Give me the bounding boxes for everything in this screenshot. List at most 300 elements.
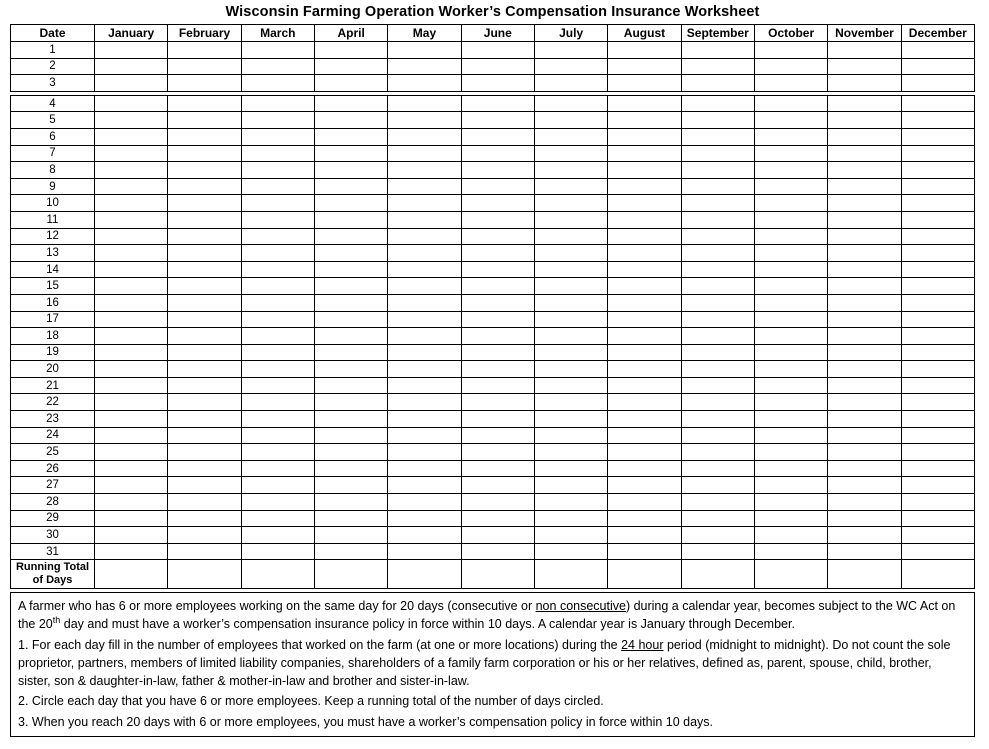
entry-cell-october-14[interactable]: [754, 261, 827, 278]
entry-cell-february-22[interactable]: [168, 394, 241, 411]
entry-cell-january-3[interactable]: [95, 75, 168, 92]
entry-cell-april-18[interactable]: [314, 328, 387, 345]
entry-cell-january-25[interactable]: [95, 444, 168, 461]
entry-cell-june-30[interactable]: [461, 527, 534, 544]
running-total-cell-february[interactable]: [168, 560, 241, 589]
entry-cell-october-23[interactable]: [754, 411, 827, 428]
entry-cell-july-19[interactable]: [534, 344, 607, 361]
entry-cell-april-3[interactable]: [314, 75, 387, 92]
entry-cell-october-16[interactable]: [754, 294, 827, 311]
entry-cell-march-3[interactable]: [241, 75, 314, 92]
entry-cell-june-25[interactable]: [461, 444, 534, 461]
entry-cell-june-4[interactable]: [461, 95, 534, 112]
entry-cell-december-2[interactable]: [901, 58, 974, 75]
entry-cell-march-13[interactable]: [241, 245, 314, 262]
entry-cell-december-31[interactable]: [901, 543, 974, 560]
entry-cell-may-26[interactable]: [388, 460, 461, 477]
entry-cell-december-29[interactable]: [901, 510, 974, 527]
entry-cell-december-20[interactable]: [901, 361, 974, 378]
entry-cell-april-22[interactable]: [314, 394, 387, 411]
entry-cell-january-4[interactable]: [95, 95, 168, 112]
entry-cell-may-15[interactable]: [388, 278, 461, 295]
entry-cell-november-30[interactable]: [828, 527, 901, 544]
entry-cell-october-18[interactable]: [754, 328, 827, 345]
entry-cell-december-25[interactable]: [901, 444, 974, 461]
entry-cell-april-20[interactable]: [314, 361, 387, 378]
entry-cell-april-24[interactable]: [314, 427, 387, 444]
entry-cell-september-23[interactable]: [681, 411, 754, 428]
entry-cell-october-6[interactable]: [754, 128, 827, 145]
entry-cell-may-24[interactable]: [388, 427, 461, 444]
entry-cell-may-4[interactable]: [388, 95, 461, 112]
entry-cell-april-12[interactable]: [314, 228, 387, 245]
entry-cell-november-21[interactable]: [828, 377, 901, 394]
entry-cell-december-27[interactable]: [901, 477, 974, 494]
entry-cell-july-1[interactable]: [534, 42, 607, 59]
entry-cell-may-18[interactable]: [388, 328, 461, 345]
entry-cell-september-1[interactable]: [681, 42, 754, 59]
entry-cell-december-12[interactable]: [901, 228, 974, 245]
entry-cell-may-19[interactable]: [388, 344, 461, 361]
entry-cell-december-23[interactable]: [901, 411, 974, 428]
entry-cell-july-8[interactable]: [534, 162, 607, 179]
entry-cell-august-24[interactable]: [608, 427, 681, 444]
entry-cell-july-23[interactable]: [534, 411, 607, 428]
entry-cell-october-5[interactable]: [754, 112, 827, 129]
entry-cell-november-3[interactable]: [828, 75, 901, 92]
entry-cell-march-16[interactable]: [241, 294, 314, 311]
entry-cell-march-22[interactable]: [241, 394, 314, 411]
running-total-cell-march[interactable]: [241, 560, 314, 589]
running-total-cell-october[interactable]: [754, 560, 827, 589]
entry-cell-april-21[interactable]: [314, 377, 387, 394]
entry-cell-may-28[interactable]: [388, 494, 461, 511]
entry-cell-november-15[interactable]: [828, 278, 901, 295]
entry-cell-august-1[interactable]: [608, 42, 681, 59]
entry-cell-march-12[interactable]: [241, 228, 314, 245]
entry-cell-july-18[interactable]: [534, 328, 607, 345]
entry-cell-october-1[interactable]: [754, 42, 827, 59]
entry-cell-april-17[interactable]: [314, 311, 387, 328]
entry-cell-november-29[interactable]: [828, 510, 901, 527]
entry-cell-july-24[interactable]: [534, 427, 607, 444]
entry-cell-august-2[interactable]: [608, 58, 681, 75]
entry-cell-june-7[interactable]: [461, 145, 534, 162]
entry-cell-october-10[interactable]: [754, 195, 827, 212]
entry-cell-april-31[interactable]: [314, 543, 387, 560]
entry-cell-february-2[interactable]: [168, 58, 241, 75]
entry-cell-september-4[interactable]: [681, 95, 754, 112]
entry-cell-august-29[interactable]: [608, 510, 681, 527]
entry-cell-october-9[interactable]: [754, 178, 827, 195]
entry-cell-september-21[interactable]: [681, 377, 754, 394]
entry-cell-april-25[interactable]: [314, 444, 387, 461]
entry-cell-december-3[interactable]: [901, 75, 974, 92]
entry-cell-september-30[interactable]: [681, 527, 754, 544]
entry-cell-july-21[interactable]: [534, 377, 607, 394]
entry-cell-september-31[interactable]: [681, 543, 754, 560]
entry-cell-january-27[interactable]: [95, 477, 168, 494]
entry-cell-june-8[interactable]: [461, 162, 534, 179]
entry-cell-june-15[interactable]: [461, 278, 534, 295]
entry-cell-march-19[interactable]: [241, 344, 314, 361]
entry-cell-april-8[interactable]: [314, 162, 387, 179]
entry-cell-february-3[interactable]: [168, 75, 241, 92]
entry-cell-june-16[interactable]: [461, 294, 534, 311]
entry-cell-december-14[interactable]: [901, 261, 974, 278]
entry-cell-october-27[interactable]: [754, 477, 827, 494]
entry-cell-november-18[interactable]: [828, 328, 901, 345]
entry-cell-january-18[interactable]: [95, 328, 168, 345]
entry-cell-september-26[interactable]: [681, 460, 754, 477]
entry-cell-november-5[interactable]: [828, 112, 901, 129]
entry-cell-may-30[interactable]: [388, 527, 461, 544]
entry-cell-july-6[interactable]: [534, 128, 607, 145]
entry-cell-october-7[interactable]: [754, 145, 827, 162]
entry-cell-february-13[interactable]: [168, 245, 241, 262]
entry-cell-december-13[interactable]: [901, 245, 974, 262]
entry-cell-march-17[interactable]: [241, 311, 314, 328]
entry-cell-november-13[interactable]: [828, 245, 901, 262]
entry-cell-june-12[interactable]: [461, 228, 534, 245]
entry-cell-july-22[interactable]: [534, 394, 607, 411]
entry-cell-november-31[interactable]: [828, 543, 901, 560]
entry-cell-may-29[interactable]: [388, 510, 461, 527]
entry-cell-may-5[interactable]: [388, 112, 461, 129]
entry-cell-november-25[interactable]: [828, 444, 901, 461]
entry-cell-june-2[interactable]: [461, 58, 534, 75]
entry-cell-february-8[interactable]: [168, 162, 241, 179]
entry-cell-may-23[interactable]: [388, 411, 461, 428]
entry-cell-january-19[interactable]: [95, 344, 168, 361]
entry-cell-march-11[interactable]: [241, 211, 314, 228]
entry-cell-april-13[interactable]: [314, 245, 387, 262]
entry-cell-july-9[interactable]: [534, 178, 607, 195]
entry-cell-december-8[interactable]: [901, 162, 974, 179]
entry-cell-july-2[interactable]: [534, 58, 607, 75]
entry-cell-january-31[interactable]: [95, 543, 168, 560]
entry-cell-december-11[interactable]: [901, 211, 974, 228]
entry-cell-july-27[interactable]: [534, 477, 607, 494]
entry-cell-march-10[interactable]: [241, 195, 314, 212]
entry-cell-january-9[interactable]: [95, 178, 168, 195]
entry-cell-may-13[interactable]: [388, 245, 461, 262]
entry-cell-august-6[interactable]: [608, 128, 681, 145]
entry-cell-december-5[interactable]: [901, 112, 974, 129]
entry-cell-june-21[interactable]: [461, 377, 534, 394]
entry-cell-september-28[interactable]: [681, 494, 754, 511]
entry-cell-march-6[interactable]: [241, 128, 314, 145]
entry-cell-april-11[interactable]: [314, 211, 387, 228]
entry-cell-february-17[interactable]: [168, 311, 241, 328]
entry-cell-april-4[interactable]: [314, 95, 387, 112]
entry-cell-april-5[interactable]: [314, 112, 387, 129]
entry-cell-april-2[interactable]: [314, 58, 387, 75]
entry-cell-january-13[interactable]: [95, 245, 168, 262]
entry-cell-november-10[interactable]: [828, 195, 901, 212]
entry-cell-september-20[interactable]: [681, 361, 754, 378]
entry-cell-february-18[interactable]: [168, 328, 241, 345]
entry-cell-august-11[interactable]: [608, 211, 681, 228]
entry-cell-october-13[interactable]: [754, 245, 827, 262]
entry-cell-march-1[interactable]: [241, 42, 314, 59]
entry-cell-june-3[interactable]: [461, 75, 534, 92]
entry-cell-june-5[interactable]: [461, 112, 534, 129]
entry-cell-october-26[interactable]: [754, 460, 827, 477]
entry-cell-april-10[interactable]: [314, 195, 387, 212]
entry-cell-may-14[interactable]: [388, 261, 461, 278]
entry-cell-may-27[interactable]: [388, 477, 461, 494]
entry-cell-august-9[interactable]: [608, 178, 681, 195]
entry-cell-november-16[interactable]: [828, 294, 901, 311]
entry-cell-july-7[interactable]: [534, 145, 607, 162]
running-total-cell-july[interactable]: [534, 560, 607, 589]
entry-cell-may-25[interactable]: [388, 444, 461, 461]
entry-cell-november-24[interactable]: [828, 427, 901, 444]
entry-cell-july-12[interactable]: [534, 228, 607, 245]
entry-cell-august-17[interactable]: [608, 311, 681, 328]
entry-cell-may-16[interactable]: [388, 294, 461, 311]
entry-cell-january-10[interactable]: [95, 195, 168, 212]
entry-cell-february-6[interactable]: [168, 128, 241, 145]
entry-cell-september-14[interactable]: [681, 261, 754, 278]
entry-cell-january-14[interactable]: [95, 261, 168, 278]
entry-cell-july-3[interactable]: [534, 75, 607, 92]
entry-cell-august-16[interactable]: [608, 294, 681, 311]
entry-cell-april-26[interactable]: [314, 460, 387, 477]
entry-cell-january-30[interactable]: [95, 527, 168, 544]
entry-cell-november-26[interactable]: [828, 460, 901, 477]
entry-cell-june-29[interactable]: [461, 510, 534, 527]
entry-cell-july-30[interactable]: [534, 527, 607, 544]
entry-cell-september-29[interactable]: [681, 510, 754, 527]
entry-cell-june-14[interactable]: [461, 261, 534, 278]
entry-cell-april-30[interactable]: [314, 527, 387, 544]
entry-cell-february-7[interactable]: [168, 145, 241, 162]
entry-cell-november-8[interactable]: [828, 162, 901, 179]
entry-cell-july-16[interactable]: [534, 294, 607, 311]
entry-cell-december-28[interactable]: [901, 494, 974, 511]
entry-cell-september-3[interactable]: [681, 75, 754, 92]
entry-cell-june-13[interactable]: [461, 245, 534, 262]
entry-cell-june-26[interactable]: [461, 460, 534, 477]
entry-cell-november-12[interactable]: [828, 228, 901, 245]
entry-cell-july-4[interactable]: [534, 95, 607, 112]
entry-cell-november-19[interactable]: [828, 344, 901, 361]
entry-cell-may-6[interactable]: [388, 128, 461, 145]
entry-cell-august-22[interactable]: [608, 394, 681, 411]
entry-cell-april-19[interactable]: [314, 344, 387, 361]
entry-cell-december-15[interactable]: [901, 278, 974, 295]
entry-cell-march-8[interactable]: [241, 162, 314, 179]
entry-cell-october-2[interactable]: [754, 58, 827, 75]
entry-cell-april-15[interactable]: [314, 278, 387, 295]
entry-cell-august-19[interactable]: [608, 344, 681, 361]
entry-cell-february-21[interactable]: [168, 377, 241, 394]
entry-cell-july-14[interactable]: [534, 261, 607, 278]
entry-cell-november-11[interactable]: [828, 211, 901, 228]
entry-cell-january-5[interactable]: [95, 112, 168, 129]
entry-cell-august-20[interactable]: [608, 361, 681, 378]
entry-cell-august-8[interactable]: [608, 162, 681, 179]
entry-cell-august-31[interactable]: [608, 543, 681, 560]
entry-cell-february-10[interactable]: [168, 195, 241, 212]
entry-cell-september-16[interactable]: [681, 294, 754, 311]
entry-cell-may-11[interactable]: [388, 211, 461, 228]
entry-cell-december-17[interactable]: [901, 311, 974, 328]
entry-cell-february-30[interactable]: [168, 527, 241, 544]
entry-cell-may-17[interactable]: [388, 311, 461, 328]
entry-cell-february-16[interactable]: [168, 294, 241, 311]
entry-cell-march-24[interactable]: [241, 427, 314, 444]
entry-cell-march-27[interactable]: [241, 477, 314, 494]
entry-cell-november-9[interactable]: [828, 178, 901, 195]
entry-cell-january-17[interactable]: [95, 311, 168, 328]
entry-cell-august-5[interactable]: [608, 112, 681, 129]
entry-cell-april-28[interactable]: [314, 494, 387, 511]
entry-cell-september-10[interactable]: [681, 195, 754, 212]
entry-cell-may-12[interactable]: [388, 228, 461, 245]
entry-cell-june-9[interactable]: [461, 178, 534, 195]
entry-cell-may-31[interactable]: [388, 543, 461, 560]
entry-cell-january-26[interactable]: [95, 460, 168, 477]
entry-cell-november-1[interactable]: [828, 42, 901, 59]
entry-cell-october-4[interactable]: [754, 95, 827, 112]
entry-cell-june-20[interactable]: [461, 361, 534, 378]
entry-cell-march-7[interactable]: [241, 145, 314, 162]
entry-cell-april-27[interactable]: [314, 477, 387, 494]
entry-cell-august-26[interactable]: [608, 460, 681, 477]
entry-cell-october-28[interactable]: [754, 494, 827, 511]
entry-cell-january-2[interactable]: [95, 58, 168, 75]
entry-cell-january-11[interactable]: [95, 211, 168, 228]
entry-cell-may-10[interactable]: [388, 195, 461, 212]
entry-cell-october-30[interactable]: [754, 527, 827, 544]
entry-cell-march-14[interactable]: [241, 261, 314, 278]
entry-cell-september-18[interactable]: [681, 328, 754, 345]
entry-cell-february-28[interactable]: [168, 494, 241, 511]
entry-cell-june-27[interactable]: [461, 477, 534, 494]
entry-cell-july-20[interactable]: [534, 361, 607, 378]
entry-cell-december-24[interactable]: [901, 427, 974, 444]
entry-cell-november-23[interactable]: [828, 411, 901, 428]
entry-cell-december-16[interactable]: [901, 294, 974, 311]
entry-cell-february-25[interactable]: [168, 444, 241, 461]
entry-cell-october-8[interactable]: [754, 162, 827, 179]
entry-cell-september-9[interactable]: [681, 178, 754, 195]
entry-cell-august-12[interactable]: [608, 228, 681, 245]
entry-cell-january-29[interactable]: [95, 510, 168, 527]
entry-cell-september-24[interactable]: [681, 427, 754, 444]
entry-cell-march-18[interactable]: [241, 328, 314, 345]
entry-cell-january-15[interactable]: [95, 278, 168, 295]
running-total-cell-december[interactable]: [901, 560, 974, 589]
entry-cell-september-27[interactable]: [681, 477, 754, 494]
entry-cell-april-1[interactable]: [314, 42, 387, 59]
entry-cell-june-17[interactable]: [461, 311, 534, 328]
entry-cell-august-7[interactable]: [608, 145, 681, 162]
entry-cell-september-13[interactable]: [681, 245, 754, 262]
entry-cell-december-18[interactable]: [901, 328, 974, 345]
entry-cell-june-11[interactable]: [461, 211, 534, 228]
entry-cell-september-8[interactable]: [681, 162, 754, 179]
entry-cell-september-15[interactable]: [681, 278, 754, 295]
entry-cell-october-3[interactable]: [754, 75, 827, 92]
entry-cell-august-21[interactable]: [608, 377, 681, 394]
entry-cell-august-27[interactable]: [608, 477, 681, 494]
entry-cell-june-1[interactable]: [461, 42, 534, 59]
entry-cell-may-9[interactable]: [388, 178, 461, 195]
entry-cell-january-28[interactable]: [95, 494, 168, 511]
entry-cell-december-9[interactable]: [901, 178, 974, 195]
entry-cell-september-7[interactable]: [681, 145, 754, 162]
entry-cell-april-14[interactable]: [314, 261, 387, 278]
entry-cell-january-1[interactable]: [95, 42, 168, 59]
entry-cell-october-29[interactable]: [754, 510, 827, 527]
entry-cell-february-31[interactable]: [168, 543, 241, 560]
entry-cell-october-21[interactable]: [754, 377, 827, 394]
entry-cell-july-10[interactable]: [534, 195, 607, 212]
entry-cell-january-8[interactable]: [95, 162, 168, 179]
running-total-cell-may[interactable]: [388, 560, 461, 589]
entry-cell-august-23[interactable]: [608, 411, 681, 428]
entry-cell-november-27[interactable]: [828, 477, 901, 494]
entry-cell-october-12[interactable]: [754, 228, 827, 245]
entry-cell-december-4[interactable]: [901, 95, 974, 112]
entry-cell-november-7[interactable]: [828, 145, 901, 162]
entry-cell-may-1[interactable]: [388, 42, 461, 59]
entry-cell-may-7[interactable]: [388, 145, 461, 162]
entry-cell-january-24[interactable]: [95, 427, 168, 444]
entry-cell-march-20[interactable]: [241, 361, 314, 378]
entry-cell-april-9[interactable]: [314, 178, 387, 195]
entry-cell-october-20[interactable]: [754, 361, 827, 378]
entry-cell-december-6[interactable]: [901, 128, 974, 145]
entry-cell-february-15[interactable]: [168, 278, 241, 295]
entry-cell-september-11[interactable]: [681, 211, 754, 228]
entry-cell-march-4[interactable]: [241, 95, 314, 112]
entry-cell-october-24[interactable]: [754, 427, 827, 444]
entry-cell-december-30[interactable]: [901, 527, 974, 544]
entry-cell-november-2[interactable]: [828, 58, 901, 75]
entry-cell-december-26[interactable]: [901, 460, 974, 477]
entry-cell-november-6[interactable]: [828, 128, 901, 145]
entry-cell-april-6[interactable]: [314, 128, 387, 145]
entry-cell-october-11[interactable]: [754, 211, 827, 228]
entry-cell-june-18[interactable]: [461, 328, 534, 345]
entry-cell-february-24[interactable]: [168, 427, 241, 444]
entry-cell-march-26[interactable]: [241, 460, 314, 477]
entry-cell-march-23[interactable]: [241, 411, 314, 428]
running-total-cell-april[interactable]: [314, 560, 387, 589]
entry-cell-june-22[interactable]: [461, 394, 534, 411]
entry-cell-august-10[interactable]: [608, 195, 681, 212]
entry-cell-january-12[interactable]: [95, 228, 168, 245]
entry-cell-october-19[interactable]: [754, 344, 827, 361]
entry-cell-november-17[interactable]: [828, 311, 901, 328]
entry-cell-may-2[interactable]: [388, 58, 461, 75]
entry-cell-august-15[interactable]: [608, 278, 681, 295]
entry-cell-january-6[interactable]: [95, 128, 168, 145]
entry-cell-september-25[interactable]: [681, 444, 754, 461]
entry-cell-february-19[interactable]: [168, 344, 241, 361]
entry-cell-august-18[interactable]: [608, 328, 681, 345]
entry-cell-february-12[interactable]: [168, 228, 241, 245]
entry-cell-may-8[interactable]: [388, 162, 461, 179]
entry-cell-february-5[interactable]: [168, 112, 241, 129]
entry-cell-september-12[interactable]: [681, 228, 754, 245]
running-total-cell-september[interactable]: [681, 560, 754, 589]
